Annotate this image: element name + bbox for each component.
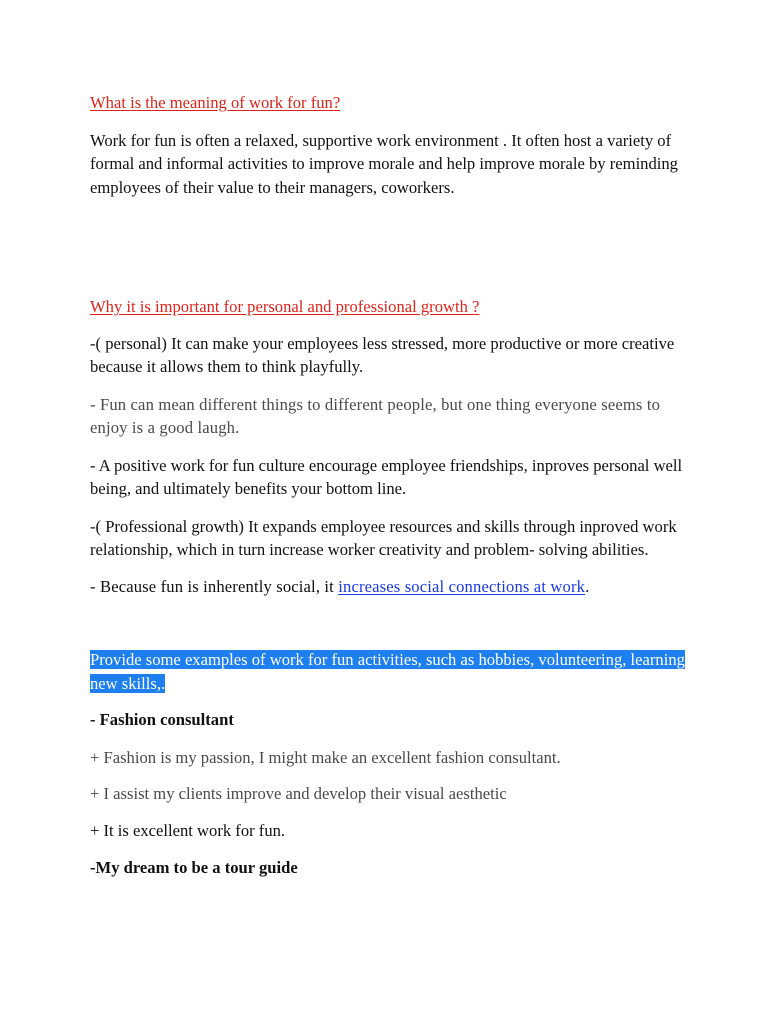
document-page	[90, 91, 690, 880]
fashion-consultant-title: - Fashion consultant	[90, 710, 234, 729]
assist-clients-item: + I assist my clients improve and develop their visual aesthetic	[90, 784, 507, 803]
section1-body: Work for fun is often a relaxed, supportive work environment . It often host a variety of formal and informal activities to improve morale and help improve morale by reminding employees of their value to their managers, coworkers.	[90, 130, 678, 197]
social-connections-link[interactable]: increases social connections at work	[338, 576, 586, 596]
section1-heading: What is the meaning of work for fun?	[90, 93, 341, 112]
positive-culture-paragraph: - A positive work for fun culture encourage employee friendships, inproves personal well being, and ultimately benefits your bottom line.	[90, 455, 683, 498]
social-paragraph-prefix: - Because fun is inherently social, it	[90, 576, 339, 596]
tour-guide-title: -My dream to be a tour guide	[90, 858, 298, 877]
fun-meaning-paragraph: - Fun can mean different things to different people, but one thing everyone seems to enjoy is a good laugh.	[90, 394, 661, 437]
excellent-work-item: + It is excellent work for fun.	[90, 820, 286, 840]
section3-heading	[90, 648, 690, 695]
professional-growth-paragraph: -( Professional growth) It expands employee resources and skills through inproved work relationship, which in turn increase worker creativity and problem- solving abilities.	[90, 516, 677, 559]
section2-heading: Why it is important for personal and professional growth ?	[90, 297, 480, 316]
personal-paragraph: -( personal) It can make your employees less stressed, more productive or more creative because it allows them to think playfully.	[90, 333, 675, 376]
social-paragraph-suffix: .	[585, 576, 590, 596]
fashion-passion-item: + Fashion is my passion, I might make an excellent fashion consultant.	[90, 747, 561, 767]
social-paragraph	[90, 575, 690, 599]
highlighted-heading-text: Provide some examples of work for fun activities, such as hobbies, volunteering, learning new skills,.	[90, 650, 685, 693]
